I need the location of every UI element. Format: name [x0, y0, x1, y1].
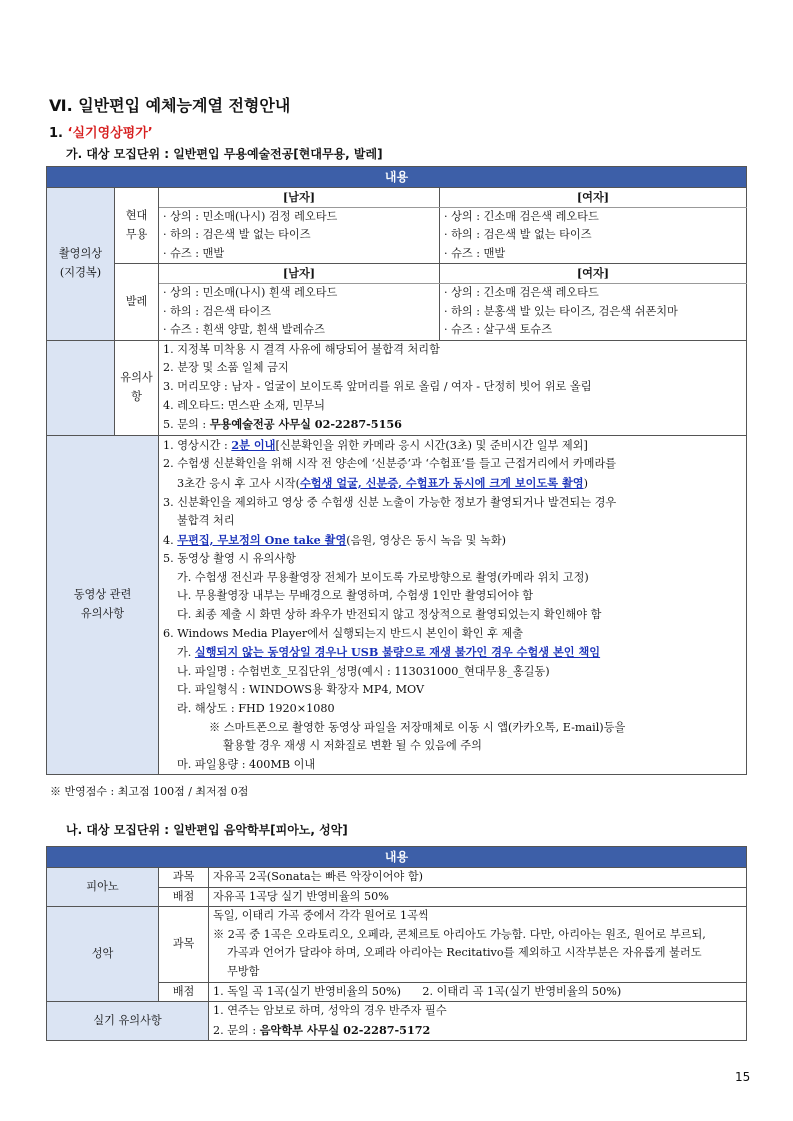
practical-notes-label: 실기 유의사항 [47, 1002, 209, 1041]
score-note: ※ 반영점수 : 최고점 100점 / 최저점 0점 [50, 785, 249, 798]
male-header-ballet: [남자] [159, 264, 440, 284]
video-label: 동영상 관련 유의사항 [47, 435, 159, 775]
dance-requirements-table [46, 166, 747, 775]
table-b-subtitle: 나. 대상 모집단위 : 일반편입 음악학부[피아노, 성악] [66, 823, 348, 837]
piano-label: 피아노 [47, 868, 159, 907]
piano-weight-label: 배점 [159, 887, 209, 907]
modern-male-attire: · 상의 : 민소매(나시) 검정 레오타드 · 하의 : 검은색 발 없는 타이즈 · 슈즈 : 맨발 [159, 207, 440, 264]
piano-weight: 자유곡 1곡당 실기 반영비율의 50% [209, 887, 747, 907]
music-requirements-table [46, 846, 747, 1041]
video-guidelines: 1. 영상시간 : 2분 이내[신분확인을 위한 카메라 응시 시간(3초) 및 준비시간 일부 제외] 2. 수험생 신분확인을 위해 시작 전 양손에 ‘신분증’과 ‘수험표’를 들고 근접거리에서 카메라를 3초간 응시 후 고사 시작(수험생 얼굴, 신분증, 수험표가 동시에 크게 보이도록 촬영) 3. 신분확인을 제외하고 영상 중 수험생 신분 노출이 가능한 정보가 촬영되거나 발견되는 경우 불합격 처리 4. 무편집, 무보정의 One take 촬영(음원, 영상은 동시 녹음 및 녹화) 5. 동영상 촬영 시 유의사항 가. 수험생 전신과 무용촬영장 전체가 보이도록 가로방향으로 촬영(카메라 위치 고정) 나. 무용촬영장 내부는 무배경으로 촬영하며, 수험생 1인만 촬영되어야 함 다. 최종 제출 시 화면 상하 좌우가 반전되지 않고 정상적으로 촬영되었는지 확인해야 함 6. Windows Media Player에서 실행되는지 반드시 본인이 확인 후 제출 가. 실행되지 않는 동영상일 경우나 USB 불량으로 재생 불가인 경우 수험생 본인 책임 나. 파일명 : 수험번호_모집단위_성명(예시 : 113031000_현대무용_홍길동) 다. 파일형식 : WINDOWS용 확장자 MP4, MOV 라. 해상도 : FHD 1920×1080 ※ 스마트폰으로 촬영한 동영상 파일을 저장매체로 이동 시 앱(카카오톡, E-mail)등을 활용할 경우 재생 시 저화질로 변환 될 수 있음에 주의 마. 파일용량 : 400MB 이내 [159, 435, 747, 775]
section-number: 1. [49, 126, 63, 141]
vocal-weight-label: 배점 [159, 982, 209, 1002]
vocal-weight: 1. 독일 곡 1곡(실기 반영비율의 50%) 2. 이태리 곡 1곡(실기 반영비율의 50%) [209, 982, 747, 1002]
table-header: 내용 [47, 847, 747, 868]
caution-label: 유의사 항 [115, 340, 159, 435]
modern-dance-label: 현대 무용 [115, 188, 159, 264]
female-header: [여자] [440, 188, 747, 208]
table-header: 내용 [47, 167, 747, 188]
ballet-female-attire: · 상의 : 긴소매 검은색 레오타드 · 하의 : 분홍색 발 있는 타이즈, 검은색 쉬폰치마 · 슈즈 : 살구색 토슈즈 [440, 283, 747, 340]
caution-list: 1. 지정복 미착용 시 결격 사유에 해당되어 불합격 처리함 2. 분장 및 소품 일체 금지 3. 머리모양 : 남자 - 얼굴이 보이도록 앞머리를 위로 올림 / 여자 - 단정히 빗어 위로 올림 4. 레오타드: 면스판 소재, 민무늬 5. 문의 : 무용예술전공 사무실 02-2287-5156 [159, 340, 747, 435]
vocal-subject-label: 과목 [159, 907, 209, 982]
vocal-subject: 독일, 이태리 가곡 중에서 각각 원어로 1곡씩 ※ 2곡 중 1곡은 오라토리오, 오페라, 콘체르토 아리아도 가능함. 다만, 아리아는 원조, 원어로 부르되, 가곡과 언어가 달라야 하며, 오페라 아리아는 Recitativo를 제외하고 시작부분은 자유롭게 불러도 무방함 [209, 907, 747, 982]
music-contact: 음악학부 사무실 02-2287-5172 [259, 1022, 431, 1037]
vocal-label: 성악 [47, 907, 159, 1002]
table-a-subtitle: 가. 대상 모집단위 : 일반편입 무용예술전공[현대무용, 발레] [66, 147, 383, 161]
section-title [49, 122, 153, 141]
section-name: ‘실기영상평가’ [67, 126, 153, 141]
ballet-male-attire: · 상의 : 민소매(나시) 흰색 레오타드 · 하의 : 검은색 타이즈 · 슈즈 : 흰색 양말, 흰색 발레슈즈 [159, 283, 440, 340]
piano-subject-label: 과목 [159, 868, 209, 888]
modern-female-attire: · 상의 : 긴소매 검은색 레오타드 · 하의 : 검은색 발 없는 타이즈 · 슈즈 : 맨발 [440, 207, 747, 264]
ballet-label: 발레 [115, 264, 159, 340]
practical-notes: 1. 연주는 암보로 하며, 성악의 경우 반주자 필수 2. 문의 : 음악학부 사무실 02-2287-5172 [209, 1002, 747, 1041]
dance-contact: 무용예술전공 사무실 02-2287-5156 [209, 417, 402, 432]
page-number: 15 [735, 1070, 751, 1084]
page-heading: Ⅵ. 일반편입 예체능계열 전형안내 [49, 96, 291, 115]
attire-label: 촬영의상 (지경복) [47, 188, 115, 341]
piano-subject: 자유곡 2곡(Sonata는 빠른 악장이어야 함) [209, 868, 747, 888]
female-header-ballet: [여자] [440, 264, 747, 284]
male-header: [남자] [159, 188, 440, 208]
